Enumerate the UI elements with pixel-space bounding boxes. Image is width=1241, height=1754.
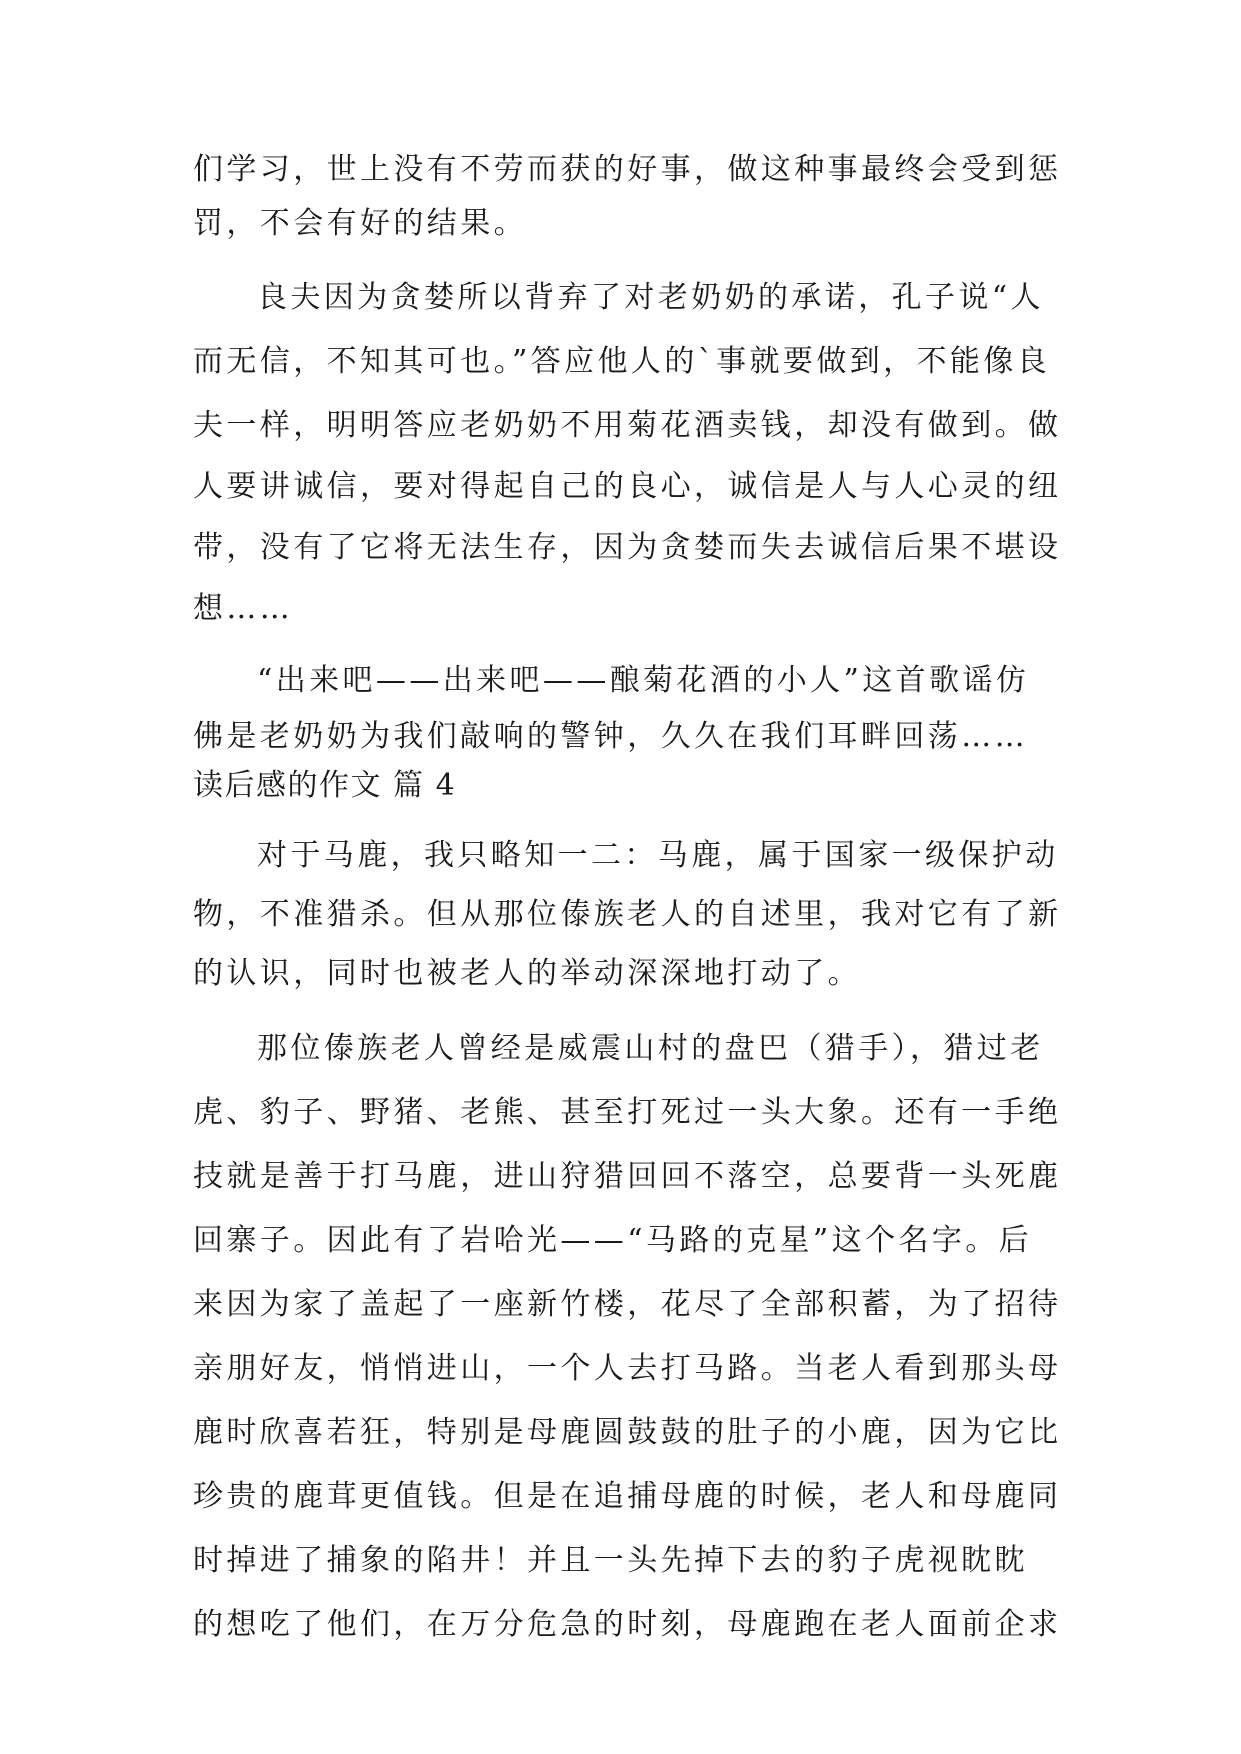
text-line: 时掉进了捕象的陷井！并且一头先掉下去的豹子虎视眈眈 bbox=[193, 1543, 1028, 1578]
paragraph-first-line: “出来吧——出来吧——酿菊花酒的小人”这首歌谣仿 bbox=[257, 663, 1030, 698]
paragraph-first-line: 对于马鹿，我只略知一二：马鹿，属于国家一级保护动 bbox=[257, 838, 1059, 873]
text-line: 来因为家了盖起了一座新竹楼，花尽了全部积蓄，为了招待 bbox=[193, 1287, 1062, 1322]
paragraph-first-line: 那位傣族老人曾经是威震山村的盘巴（猎手），猎过老 bbox=[257, 1031, 1044, 1066]
text-line: 虎、豹子、野猪、老熊、甚至打死过一头大象。还有一手绝 bbox=[193, 1095, 1062, 1130]
section-heading: 读后感的作文 篇 4 bbox=[193, 768, 457, 803]
text-line: 鹿时欣喜若狂，特别是母鹿圆鼓鼓的肚子的小鹿，因为它比 bbox=[193, 1415, 1062, 1450]
text-line: 的想吃了他们，在万分危急的时刻，母鹿跑在老人面前企求 bbox=[193, 1607, 1062, 1642]
text-line: 佛是老奶奶为我们敲响的警钟，久久在我们耳畔回荡…… bbox=[193, 719, 1028, 754]
text-line: 亲朋好友，悄悄进山，一个人去打马路。当老人看到那头母 bbox=[193, 1351, 1062, 1386]
text-line: 夫一样，明明答应老奶奶不用菊花酒卖钱，却没有做到。做 bbox=[193, 408, 1062, 443]
text-line: 而无信，不知其可也。”答应他人的`事就要做到，不能像良 bbox=[193, 344, 1051, 379]
paragraph-first-line: 良夫因为贪婪所以背弃了对老奶奶的承诺，孔子说“人 bbox=[257, 280, 1044, 315]
text-line: 回寨子。因此有了岩哈光——“马路的克星”这个名字。后 bbox=[193, 1223, 1033, 1258]
text-line: 的认识，同时也被老人的举动深深地打动了。 bbox=[193, 956, 861, 991]
text-line: 技就是善于打马鹿，进山狩猎回回不落空，总要背一头死鹿 bbox=[193, 1159, 1062, 1194]
text-line: 珍贵的鹿茸更值钱。但是在追捕母鹿的时候，老人和母鹿同 bbox=[193, 1479, 1062, 1514]
text-line: 罚，不会有好的结果。 bbox=[193, 206, 527, 241]
text-line: 人要讲诚信，要对得起自己的良心，诚信是人与人心灵的纽 bbox=[193, 469, 1062, 504]
text-line: 物，不准猎杀。但从那位傣族老人的自述里，我对它有了新 bbox=[193, 897, 1062, 932]
text-line: 想…… bbox=[193, 591, 294, 626]
text-line: 们学习，世上没有不劳而获的好事，做这种事最终会受到惩 bbox=[193, 152, 1062, 187]
text-line: 带，没有了它将无法生存，因为贪婪而失去诚信后果不堪设 bbox=[193, 530, 1062, 565]
